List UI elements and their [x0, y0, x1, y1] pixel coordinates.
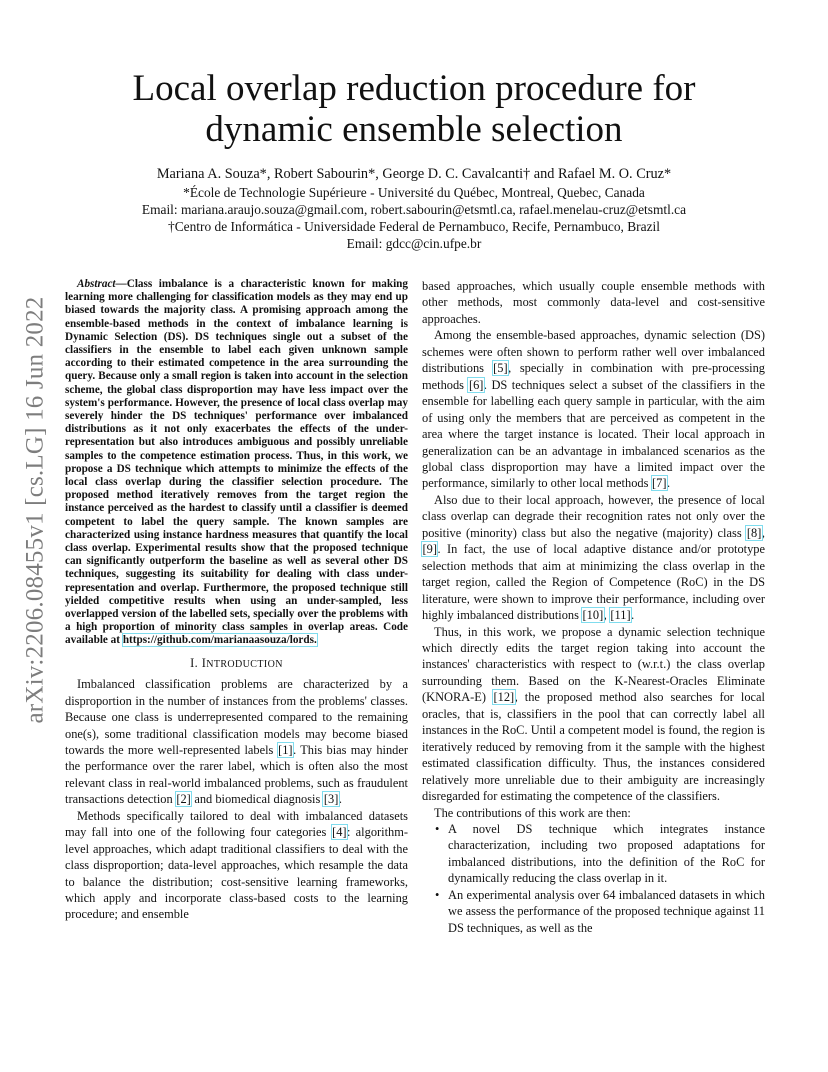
paragraph-text: . In fact, the use of local adaptive distance and/or prototype selection methods that aim at minimizing the class overlap in the target region, called the Region of Competence (RoC) in the DS literature, were shown to improve their performance, including over highly imbalanced distributions	[422, 542, 765, 623]
abstract	[65, 278, 408, 648]
author-block	[70, 164, 758, 252]
code-url-link[interactable]: https://github.com/marianaasouza/lords.	[122, 634, 317, 647]
paragraph-text: Also due to their local approach, however, the presence of local class overlap can degrade their recognition rates not only over the positive (minority) class but also the negative (majority) class	[422, 492, 765, 540]
citation-link[interactable]: [4]	[332, 825, 347, 840]
paragraph-text: .	[666, 476, 671, 491]
citation-link[interactable]: [9]	[422, 542, 437, 557]
author-names: Mariana A. Souza*, Robert Sabourin*, George D. C. Cavalcanti† and Rafael M. O. Cruz*	[156, 166, 672, 182]
citation-link[interactable]: [1]	[278, 742, 293, 757]
paragraph-text: The contributions of this work are then:	[434, 805, 631, 820]
intro-paragraph-1	[65, 676, 408, 808]
affiliation-1: *École de Technologie Supérieure - Université du Québec, Montreal, Quebec, Canada	[183, 185, 645, 200]
intro-paragraph-2	[65, 808, 408, 923]
contribution-item: • A novel DS technique which integrates instance characterization, including two proposed adaptations for imbalanced distributions, into the definition of the RoC for dynamically reducing the class overlap in it.	[448, 821, 765, 887]
citation-link[interactable]: [12]	[493, 690, 515, 705]
paragraph-text: .	[631, 608, 635, 623]
right-column	[422, 278, 765, 936]
arxiv-identifier	[10, 290, 60, 730]
intro-paragraph-6	[422, 624, 765, 805]
intro-paragraph-3	[422, 278, 765, 327]
citation-link[interactable]: [11]	[610, 608, 631, 623]
paragraph-text: Among the ensemble-based approaches, dynamic selection (DS) schemes were often shown to perform rather well over imbalanced distributions	[422, 328, 765, 376]
arxiv-identifier-text: arXiv:2206.08455v1 [cs.LG] 16 Jun 2022	[21, 296, 48, 724]
paragraph-text: Thus, in this work, we propose a dynamic selection technique which directly edits the target region taking into account the instances' characteristics with respect to (w.r.t.) the class overlap surrounding them. Based on the K-Nearest-Oracles Eliminate (KNORA-E)	[422, 624, 765, 705]
intro-paragraph-5	[422, 492, 765, 624]
paragraph-text: Methods specifically tailored to deal with imbalanced datasets may fall into one of the following four categories	[65, 808, 408, 840]
contribution-item: • An experimental analysis over 64 imbalanced datasets in which we assess the performance of the proposed technique against 11 DS techniques, as well as the	[448, 887, 765, 936]
affiliation-2: †Centro de Informática - Universidade Federal de Pernambuco, Recife, Pernambuco, Brazil	[168, 219, 660, 234]
left-column	[65, 278, 408, 923]
section-title-initial: I	[201, 655, 207, 670]
citation-link[interactable]: [5]	[493, 361, 508, 376]
paragraph-text: based approaches, which usually couple ensemble methods with other methods, most commonly data-level and cost-sensitive approaches.	[422, 279, 765, 326]
paragraph-text: ,	[603, 608, 610, 623]
section-number: I.	[190, 655, 199, 670]
paragraph-text: , the proposed method also searches for local oracles, that is, classifiers in the pool that can correctly label all instances in the RoC. Until a competent model is found, the region is iteratively reduced by removing from it the sample with the highest estimated classification difficulty. Thus, the instances considered relatively more unreliable due to their ambiguity are increasingly disregarded for estimating the competence of the classifiers.	[422, 690, 765, 804]
paragraph-text: : algorithm-level approaches, which adapt traditional classifiers to deal with the class disproportion; data-level approaches, which resample the data to balance the distribution; cost-sensitive learning frameworks, which apply and incorporate class-based costs to the learning procedure; and ensemble	[65, 825, 408, 922]
citation-link[interactable]: [6]	[468, 377, 484, 392]
paper-title: Local overlap reduction procedure for dynamic ensemble selection	[132, 68, 696, 150]
abstract-label: Abstract	[77, 278, 116, 290]
citation-link[interactable]: [7]	[652, 476, 667, 491]
section-title-rest: NTRODUCTION	[206, 658, 283, 670]
citation-link[interactable]: [10]	[582, 608, 604, 623]
email-line-2: Email: gdcc@cin.ufpe.br	[346, 236, 482, 251]
paragraph-text: , specially in combination with pre-processing methods	[422, 361, 765, 392]
contributions-list	[422, 821, 765, 936]
paragraph-text: and biomedical diagnosis	[191, 792, 321, 807]
section-heading-introduction	[65, 655, 408, 673]
intro-paragraph-4	[422, 327, 765, 492]
paragraph-text: Imbalanced classification problems are characterized by a disproportion in the number of instances from the problems' classes. Because one class is underrepresented compared to the remaining one(s), some traditional classification models may become biased towards the more well-represented labels	[65, 677, 408, 757]
citation-link[interactable]: [3]	[323, 792, 339, 807]
paragraph-text: . DS techniques select a subset of the classifiers in the ensemble for labelling each query sample in particular, with the aim of using only the members that are perceived as competent in the area where the target instance is located. Their local approach in generalization can be an advantage in imbalanced scenarios as the global class disproportion may have a limited impact over the performance, similarly to other local methods	[422, 377, 765, 491]
paragraph-text: ,	[761, 525, 765, 540]
citation-link[interactable]: [2]	[176, 792, 191, 807]
contributions-intro	[422, 805, 765, 821]
email-line-1: Email: mariana.araujo.souza@gmail.com, robert.sabourin@etsmtl.ca, rafael.menelau-cruz@etsmtl.ca	[141, 202, 687, 217]
citation-link[interactable]: [8]	[746, 525, 762, 540]
paragraph-text: .	[338, 792, 342, 807]
abstract-text: —Class imbalance is a characteristic known for making learning more challenging for classification models as they may end up biased towards the majority class. A promising approach among the ensemble-based methods in the context of imbalance learning is Dynamic Selection (DS). DS techniques single out a subset of the classifiers in the ensemble to label each given unknown sample according to their estimated competence in the area surrounding the query. Because only a small region is taken into account in the selection scheme, the global class disproportion may have less impact over the system's performance. However, the presence of local class overlap may severely hinder the DS techniques' performance over imbalanced distributions as it not only exacerbates the effects of the under-representation but also introduces ambiguous and possibly unreliable samples to the competence estimation process. Thus, in this work, we propose a DS technique which attempts to minimize the effects of the local class overlap during the classifier selection procedure. The proposed method iteratively removes from the target region the instance perceived as the hardest to classify until a classifier is deemed competent to label the query sample. The known samples are characterized using instance hardness measures that quantify the local class overlap. Experimental results show that the proposed technique can significantly outperform the baseline as well as several other DS techniques, suggesting its suitability for dealing with class under-representation and overlap. Furthermore, the proposed technique still yielded competitive results when using an under-sampled, less overlapped version of the labelled sets, specially over the problems with a high proportion of minority class samples in overlap areas. Code available at	[65, 278, 408, 647]
paragraph-text: . This bias may hinder the performance over the rarer label, which is often also the most relevant class in real-world imbalanced problems, such as fraudulent transactions detection	[65, 742, 408, 807]
